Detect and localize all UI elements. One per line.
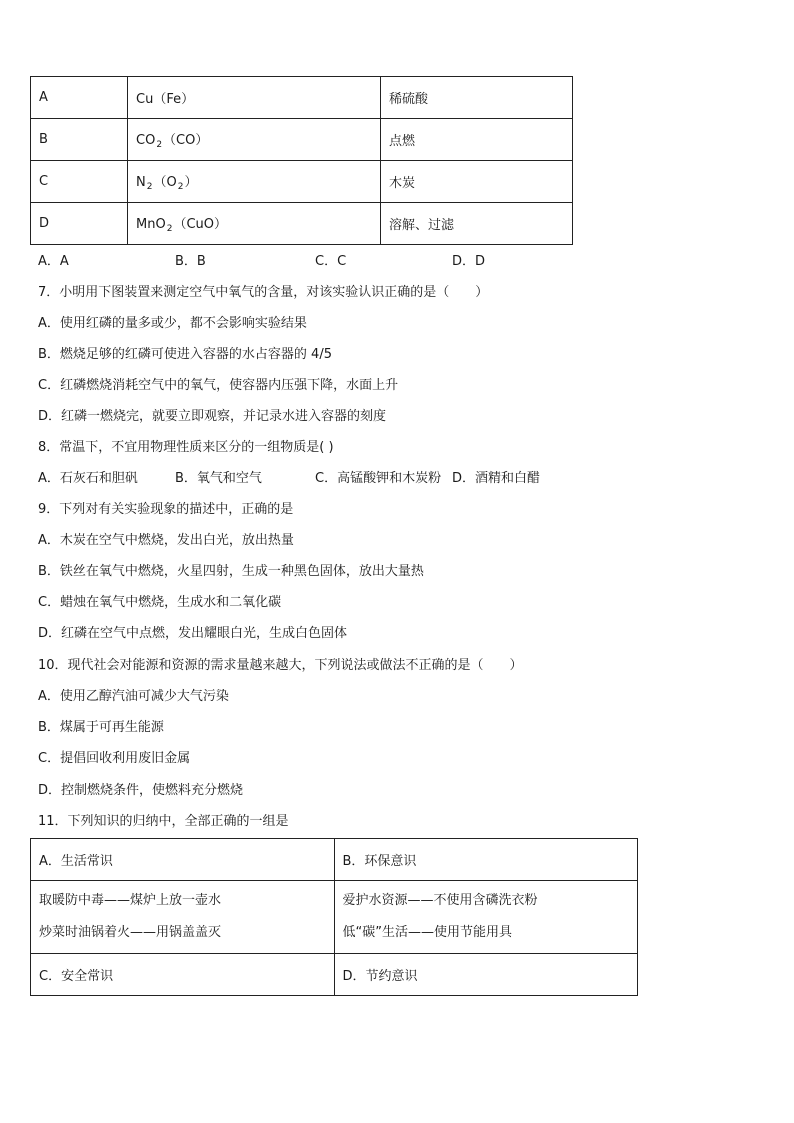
row-label: B: [31, 119, 128, 161]
q7-stem: 7．小明用下图装置来测定空气中氧气的含量，对该实验认识正确的是（ ）: [38, 285, 489, 300]
q10-stem: 10．现代社会对能源和资源的需求量越来越大，下列说法或做法不正确的是（ ）: [38, 658, 523, 673]
formula-close: ）: [184, 175, 198, 190]
cell-a-content: [31, 881, 335, 954]
q10-option-a: A．使用乙醇汽油可减少大气污染: [38, 689, 229, 704]
q9-option-a: A．木炭在空气中燃烧，发出白光，放出热量: [38, 533, 294, 548]
substance-cell: Cu（Fe）: [128, 77, 381, 119]
reagent-cell: 点燃: [381, 119, 573, 161]
q9-option-c: C．蜡烛在氧气中燃烧，生成水和二氧化碳: [38, 595, 282, 610]
q10-option-c: C．提倡回收利用废旧金属: [38, 751, 191, 766]
formula-subscript: 2: [177, 182, 184, 192]
substance-cell: [128, 161, 381, 203]
formula-main: CO: [136, 133, 156, 148]
knowledge-summary-table: [30, 838, 638, 996]
formula-subscript: 2: [166, 224, 173, 234]
q9-option-b: B．铁丝在氧气中燃烧，火星四射，生成一种黑色固体，放出大量热: [38, 564, 424, 579]
row-label: D: [31, 203, 128, 245]
q6-option-b: B．B: [175, 254, 206, 269]
formula-subscript: 2: [156, 140, 163, 150]
q10-option-d: D．控制燃烧条件，使燃料充分燃烧: [38, 783, 244, 798]
formula-impurity: （CO）: [163, 133, 209, 148]
formula-impurity: （O: [153, 175, 177, 190]
q8-option-c: C．高锰酸钾和木炭粉: [315, 471, 442, 486]
q7-option-b: B．燃烧足够的红磷可使进入容器的水占容器的 4/5: [38, 347, 332, 362]
q6-option-c: C．C: [315, 254, 347, 269]
table-row: [31, 839, 638, 881]
table-row: [31, 954, 638, 996]
q9-stem: 9．下列对有关实验现象的描述中，正确的是: [38, 502, 294, 517]
table-row: [31, 203, 573, 245]
formula-main: N: [136, 175, 146, 190]
q7-option-c: C．红磷燃烧消耗空气中的氧气，使容器内压强下降，水面上升: [38, 378, 399, 393]
formula-impurity: （CuO）: [173, 217, 227, 232]
cell-c-title: C．安全常识: [31, 954, 335, 996]
q11-stem: 11．下列知识的归纳中，全部正确的一组是: [38, 814, 289, 829]
formula-subscript: 2: [146, 182, 153, 192]
table-row: [31, 161, 573, 203]
impurity-removal-table: [30, 76, 573, 245]
q8-option-d: D．酒精和白醋: [452, 471, 541, 486]
cell-b-title: B．环保意识: [334, 839, 638, 881]
q9-option-d: D．红磷在空气中点燃，发出耀眼白光，生成白色固体: [38, 626, 348, 641]
q7-option-d: D．红磷一燃烧完，就要立即观察，并记录水进入容器的刻度: [38, 409, 387, 424]
substance-cell: [128, 203, 381, 245]
row-label: A: [31, 77, 128, 119]
reagent-cell: 稀硫酸: [381, 77, 573, 119]
q6-option-a: A．A: [38, 254, 69, 269]
list-item: 炒菜时油锅着火——用锅盖盖灭: [39, 925, 222, 940]
q6-option-d: D．D: [452, 254, 486, 269]
q8-option-a: A．石灰石和胆矾: [38, 471, 138, 486]
cell-d-title: D．节约意识: [334, 954, 638, 996]
reagent-cell: 溶解、过滤: [381, 203, 573, 245]
cell-a-title: A．生活常识: [31, 839, 335, 881]
q10-option-b: B．煤属于可再生能源: [38, 720, 164, 735]
list-item: 低“碳”生活——使用节能用具: [342, 925, 512, 940]
list-item: 爱护水资源——不使用含磷洗衣粉: [342, 893, 538, 908]
table-row: [31, 77, 573, 119]
row-label: C: [31, 161, 128, 203]
q7-option-a: A．使用红磷的量多或少，都不会影响实验结果: [38, 316, 307, 331]
formula-main: MnO: [136, 217, 166, 232]
list-item: 取暖防中毒——煤炉上放一壶水: [39, 893, 222, 908]
q8-stem: 8．常温下，不宜用物理性质来区分的一组物质是( ): [38, 440, 334, 455]
table-row: [31, 881, 638, 954]
reagent-cell: 木炭: [381, 161, 573, 203]
table-row: [31, 119, 573, 161]
q8-option-b: B．氧气和空气: [175, 471, 262, 486]
substance-cell: [128, 119, 381, 161]
cell-b-content: [334, 881, 638, 954]
